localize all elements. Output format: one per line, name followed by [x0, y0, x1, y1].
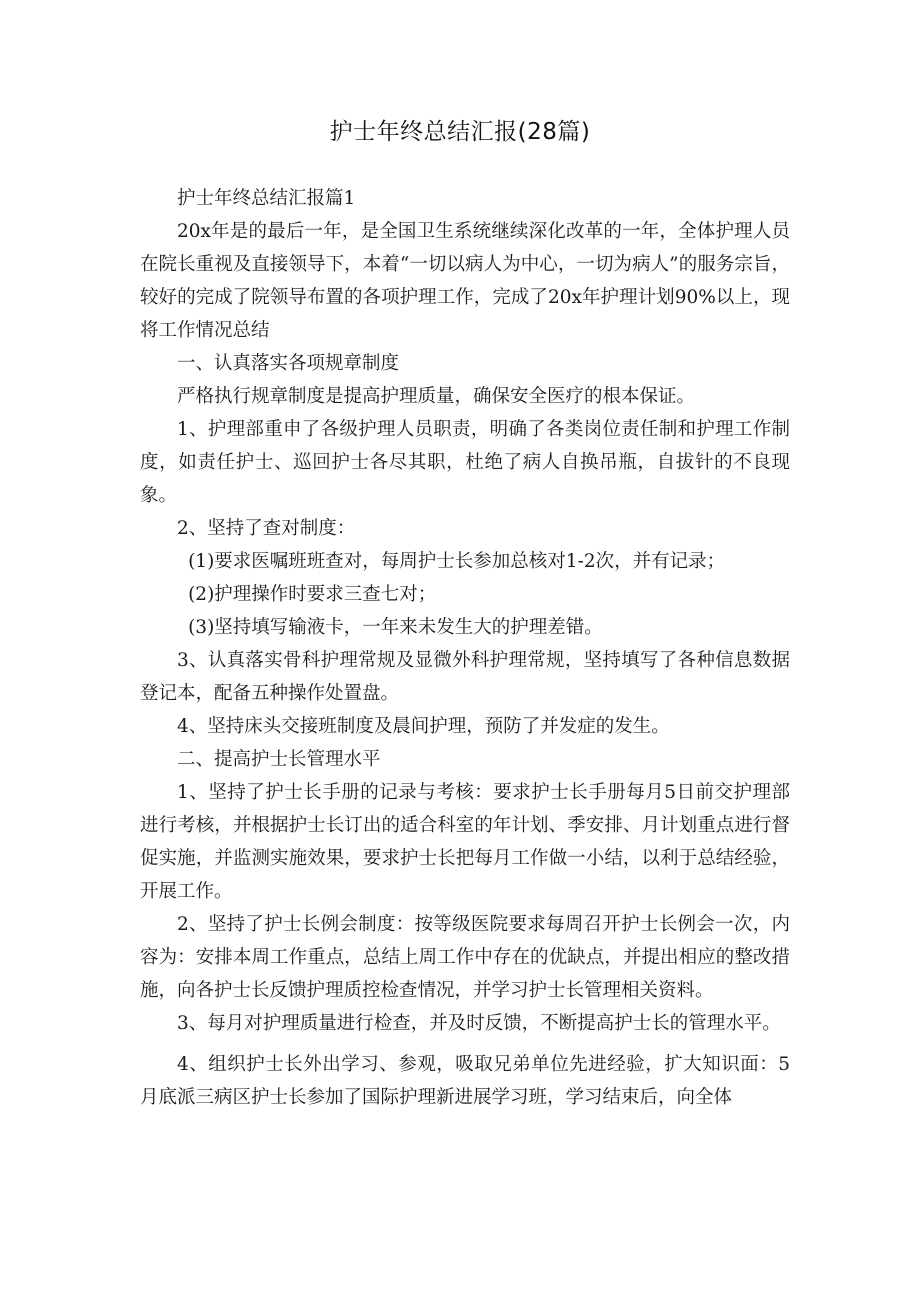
section-heading: 一、认真落实各项规章制度	[177, 353, 400, 374]
paragraph: 2、坚持了护士长例会制度：按等级医院要求每周召开护士长例会一次，内容为：安排本周工作重点，总结上周工作中存在的优缺点，并提出相应的整改措施，向各护士长反馈护理质控检查情况，并学习护士长管理相关资料。	[140, 914, 790, 1001]
paragraph: 4、坚持床头交接班制度及晨间护理，预防了并发症的发生。	[177, 716, 670, 737]
paragraph: 20x年是的最后一年，是全国卫生系统继续深化改革的一年，全体护理人员在院长重视及直接领导下，本着“一切以病人为中心，一切为病人”的服务宗旨，较好的完成了院领导布置的各项护理工作，完成了20x年护理计划90%以上，现将工作情况总结	[140, 221, 790, 341]
list-item: (2)护理操作时要求三查七对；	[188, 584, 437, 605]
paragraph: 2、坚持了查对制度：	[177, 518, 356, 539]
paragraph: 3、认真落实骨科护理常规及显微外科护理常规，坚持填写了各种信息数据登记本，配备五种操作处置盘。	[140, 650, 790, 704]
section-heading: 护士年终总结汇报篇1	[177, 188, 356, 209]
document-body	[140, 182, 790, 1114]
list-item: (1)要求医嘱班班查对，每周护士长参加总核对1-2次，并有记录；	[188, 551, 726, 572]
paragraph: 严格执行规章制度是提高护理质量，确保安全医疗的根本保证。	[177, 386, 696, 407]
paragraph: 1、坚持了护士长手册的记录与考核：要求护士长手册每月5日前交护理部进行考核，并根据护士长订出的适合科室的年计划、季安排、月计划重点进行督促实施，并监测实施效果，要求护士长把每月工作做一小结，以利于总结经验，开展工作。	[140, 782, 790, 902]
paragraph: 4、组织护士长外出学习、参观，吸取兄弟单位先进经验，扩大知识面：5月底派三病区护士长参加了国际护理新进展学习班，学习结束后，向全体	[140, 1054, 790, 1108]
section-heading: 二、提高护士长管理水平	[177, 749, 381, 770]
document-title: 护士年终总结汇报(28篇)	[329, 119, 591, 145]
list-item: (3)坚持填写输液卡，一年来未发生大的护理差错。	[188, 617, 603, 638]
paragraph: 3、每月对护理质量进行检查，并及时反馈，不断提高护士长的管理水平。	[177, 1013, 781, 1034]
paragraph: 1、护理部重申了各级护理人员职责，明确了各类岗位责任制和护理工作制度，如责任护士、巡回护士各尽其职，杜绝了病人自换吊瓶，自拔针的不良现象。	[140, 419, 790, 506]
